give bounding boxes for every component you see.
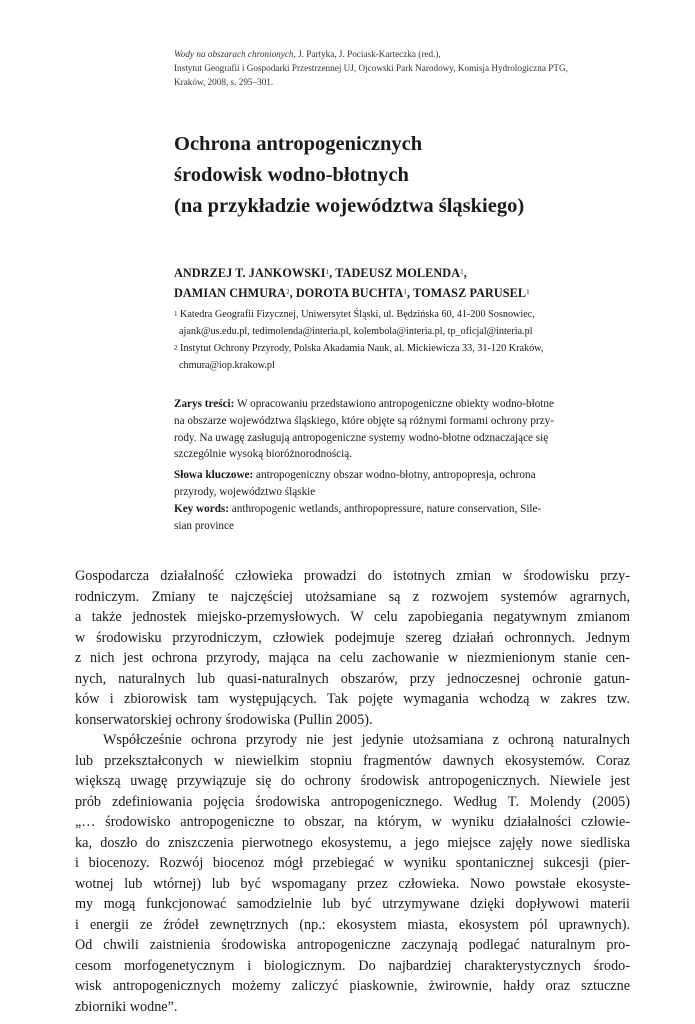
author-name: DOROTA BUCHTA — [295, 286, 404, 300]
body-text-line: w środowisku przyrodniczym, człowiek podejmuje szereg działań ochronnych. Jednym — [75, 629, 630, 646]
author-separator: , — [329, 266, 336, 280]
paper-title — [174, 129, 644, 222]
abstract-line: na obszarze województwa śląskiego, które objęte są różnymi formami ochrony przy- — [174, 414, 554, 427]
abstract-label: Zarys treści: — [174, 398, 235, 410]
paragraph-1 — [75, 566, 630, 730]
affiliation-mark: 2 — [174, 344, 178, 352]
body-text-line: a także jednostek miejsko-przemysłowych. W celu zapobiegania negatywnym zmianom — [75, 609, 630, 625]
affiliation-mark: 1 — [174, 310, 178, 318]
body-text-line: ka, doszło do zniszczenia pierwotnego ekosystemu, a jego miejsce zajęły nowe siedliska — [75, 834, 630, 851]
keywords-en-label: Key words: — [174, 502, 229, 515]
author-affiliation-mark: 1 — [460, 268, 464, 276]
body-text-line: lub przekształconych w niewielkim stopniu fragmentów dawnych ekosystemów. Coraz — [75, 752, 630, 769]
author-line-1 — [174, 263, 634, 283]
body-text-line: „… środowisko antropogeniczne to obszar, na którym, w wyniku działalności człowie- — [75, 814, 630, 830]
body-text-line: z nich jest ochrona przyrody, mająca na celu zachowanie w niezmienionym stanie cen- — [75, 650, 630, 666]
header-line-1-rest: , J. Partyka, J. Pociask-Karteczka (red.), — [293, 49, 441, 59]
body-text-line: prób zdefiniowania pojęcia środowiska antropogenicznego. Według T. Molendy (2005) — [75, 793, 630, 810]
author-affiliation-mark: 2 — [286, 288, 290, 296]
author-affiliation-mark: 1 — [325, 268, 330, 276]
abstract-line: szczególnie wysoką bioróżnorodnością. — [174, 448, 353, 461]
header-line-1 — [174, 47, 614, 61]
body-text-line: konserwatorskiej ochrony środowiska (Pullin 2005). — [75, 711, 373, 728]
abstract-text: W opracowaniu przedstawiono antropogeniczne obiekty wodno-błotne — [234, 398, 554, 410]
author-name: DAMIAN CHMURA — [174, 286, 286, 300]
abstract-line — [174, 396, 629, 413]
author-name: TADEUSZ MOLENDA — [335, 266, 461, 280]
author-affiliation-mark: 1 — [403, 288, 408, 296]
author-separator: , — [407, 286, 414, 300]
author-name: TOMASZ PARUSEL — [413, 286, 527, 300]
keywords-pl-line — [174, 467, 629, 484]
author-affiliation-mark: 1 — [526, 288, 530, 296]
affiliation-line — [174, 307, 614, 324]
body-text-line: wisk antropogenicznych możemy zaliczyć piaskownie, żwirownie, hałdy oraz sztuczne — [75, 978, 630, 994]
keywords-en-line — [174, 501, 629, 518]
title-line: Ochrona antropogenicznych — [174, 133, 423, 155]
keywords-pl-label: Słowa kluczowe: — [174, 469, 254, 482]
keywords-en-text: anthropogenic wetlands, anthropopressure, nature conservation, Sile- — [229, 502, 542, 515]
affiliation-emails: ajank@us.edu.pl, tedimolenda@interia.pl, kolembola@interia.pl, tp_oficjal@interia.pl — [179, 325, 533, 337]
paragraph-2 — [75, 730, 630, 1017]
body-text-line: ków i zbiorowisk tam występujących. Tak pojęte wymagania wchodzą w zakres tzw. — [75, 691, 630, 707]
body-text-line: rodniczym. Zmiany te najczęściej utożsamiane są z rozwojem systemów agrarnych, — [75, 588, 630, 605]
body-text-line: i energii ze źródeł zewnętrznych (np.: ekosystem miasta, ekosystem pól uprawnych). — [75, 916, 630, 933]
body-text-line: większą uwagę przywiązuje się do ochrony środowisk antropogenicznych. Niewiele jest — [75, 773, 630, 789]
author-line-2 — [174, 283, 634, 303]
body-text-line: nych, naturalnych lub quasi-naturalnych obszarów, przy jednoczesnej ochronie gatun- — [75, 670, 630, 687]
affiliation-line — [174, 341, 614, 358]
affiliation-2 — [174, 341, 614, 374]
title-line: środowisk wodno-błotnych — [174, 164, 409, 186]
body-text-line: my mogą funkcjonować samodzielnie lub być utrzymywane dzięki dopływowi materii — [75, 896, 630, 912]
abstract-block — [174, 396, 629, 534]
title-line: (na przykładzie województwa śląskiego) — [174, 195, 525, 217]
body-text-line: Gospodarcza działalność człowieka prowadzi do istotnych zmian w środowisku przy- — [75, 568, 630, 584]
affiliation-1 — [174, 307, 614, 340]
header-source-title: Wody na obszarach chronionych — [174, 49, 294, 59]
header-line-2: Instytut Geografii i Gospodarki Przestrzennej UJ, Ojcowski Park Narodowy, Komisja Hydrologiczna PTG, — [174, 63, 568, 73]
author-name: ANDRZEJ T. JANKOWSKI — [174, 266, 326, 280]
body-text-line: zbiorniki wodne”. — [75, 998, 178, 1015]
main-body — [75, 566, 630, 1017]
source-header — [174, 47, 614, 89]
body-text-line: cesom morfogenetycznym i biologicznym. Do najbardziej charakterystycznych środo- — [75, 957, 630, 974]
header-line-3: Kraków, 2008, s. 295–301. — [174, 77, 274, 87]
keywords-pl-line: przyrody, województwo śląskie — [174, 485, 316, 498]
affiliation-text: Instytut Ochrony Przyrody, Polska Akadamia Nauk, al. Mickiewicza 33, 31-120 Kraków, — [180, 343, 544, 354]
body-text-line: wotnej lub wtórnej) lub być wspomagany przez człowieka. Nowo powstałe ekosyste- — [75, 875, 630, 892]
affiliation-emails: chmura@iop.krakow.pl — [179, 359, 275, 371]
body-text-line: Od chwili zaistnienia środowiska antropogeniczne zaczynają podlegać naturalnym pro- — [75, 937, 630, 953]
body-text-line: i biocenozy. Rozwój biocenoz mógł przebiegać w wyniku spontanicznej sukcesji (pier- — [75, 855, 630, 871]
body-text-line: Współcześnie ochrona przyrody nie jest jedynie utożsamiana z ochroną naturalnych — [103, 732, 630, 748]
author-list — [174, 263, 634, 303]
author-separator: , — [289, 286, 296, 300]
affiliation-text: Katedra Geografii Fizycznej, Uniwersytet Śląski, ul. Będzińska 60, 41-200 Sosnowiec, — [180, 309, 535, 320]
keywords-en-line: sian province — [174, 519, 234, 532]
keywords-pl-text: antropogeniczny obszar wodno-błotny, antropopresja, ochrona — [253, 469, 536, 482]
abstract-line: rody. Na uwagę zasługują antropogeniczne systemy wodno-błotne odznaczające się — [174, 431, 549, 444]
author-separator: , — [463, 266, 467, 280]
